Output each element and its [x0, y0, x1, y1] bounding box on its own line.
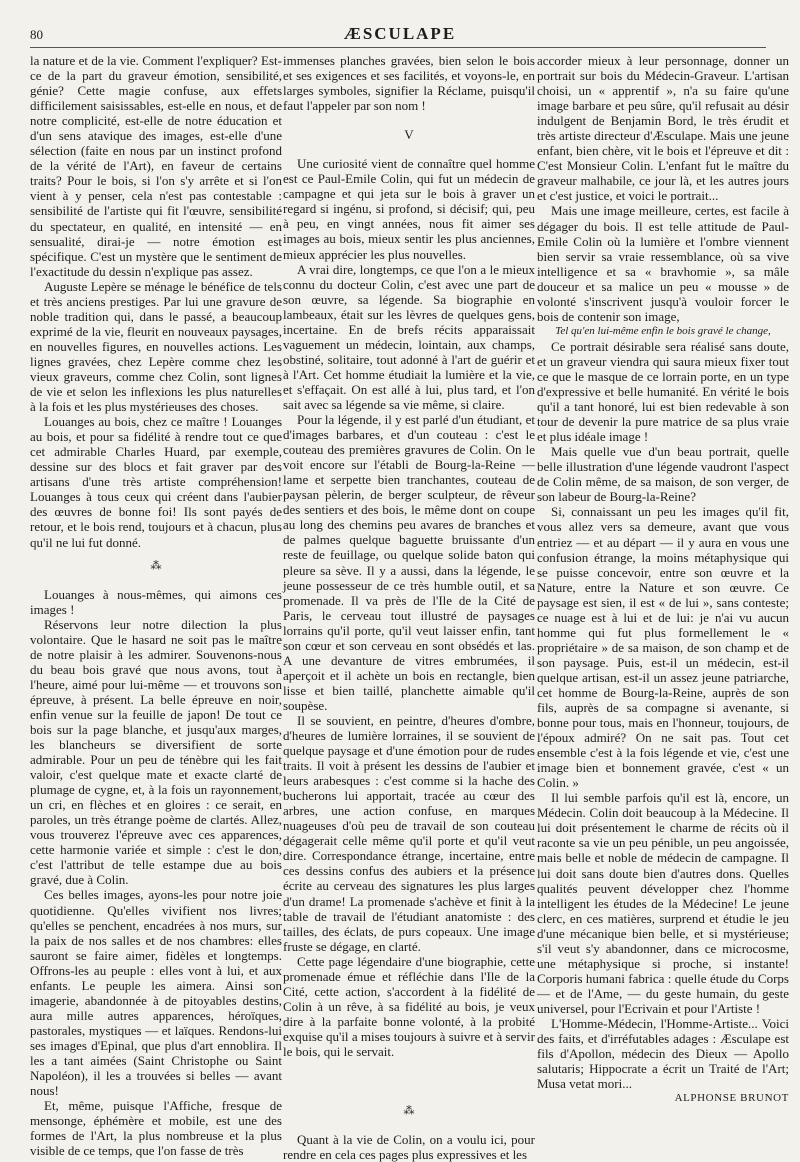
paragraph: Et, même, puisque l'Affiche, fresque de mensonge, éphémère et mobile, est une des formes de l'Art, la plus nombreuse et la plus visible de ce temps, que l'on fasse de très	[30, 1098, 282, 1159]
paragraph: Mais une image meilleure, certes, est facile à dégager du bois. Il est telle attitude de Paul-Emile Colin où la lumière et l'ombre viennent bien servir sa vraie ressemblance, où sa vive intelligence et sa « bravhomie », sa mâle douceur et sa malice un peu « mousse » de volonté s'inscrivent jusqu'à vouloir forcer le bois de contenir son image,	[537, 203, 789, 324]
paragraph: Mais quelle vue d'un beau portrait, quelle belle illustration d'une légende vaudront l'aspect de Colin même, de sa maison, de son verger, de son labeur de Bourg-la-Reine?	[537, 444, 789, 505]
asterism-divider: ⁂	[403, 1105, 415, 1118]
paragraph: Louanges à nous-mêmes, qui aimons ces images !	[30, 586, 282, 617]
paragraph: Ce portrait désirable sera réalisé sans doute, et un graveur viendra qui saura mieux fixer tout ce que le masque de ce lorrain porte, en un type d'expressive et belle humanité. En vérité le bois qu'il a tant honoré, lui est bien redevable à son tour de devenir la pure matrice de sa plus vraie et plus idéale image !	[537, 338, 789, 445]
paragraph: Une curiosité vient de connaître quel homme est ce Paul-Emile Colin, qui fut un médecin de campagne et qui jeta sur le bois à graver un regard si ingénu, si profond, si décisif; qui, peu à peu, en vingt années, nous fit aimer ses images au bois, mieux sentir les plus anciennes, mieux apprécier les plus nouvelles.	[283, 156, 535, 262]
paragraph: Ces belles images, ayons-les pour notre joie quotidienne. Qu'elles vivifient nos livres; qu'elles se penchent, encadrées à nos murs, sur la paix de nos salles et de nos chambres: elles sauront se faire aimer, fidèles et longtemps. Offrons-les au peuple : elles vont à lui, et aux enfants. Le peuple les aimera. Ainsi son imagerie, abandonnée à de pitoyables destins, aura mille autres apparences, héroïques, pastorales, mystiques — et laïques. Rendons-lui ses images d'Epinal, que plus d'art ennoblira. Il les a tant aimées (Saint Christophe ou Saint Napoléon), il les a trouvées si belles — avant nous!	[30, 887, 282, 1099]
paragraph: Louanges au bois, chez ce maître ! Louanges au bois, et pour sa fidélité à rendre tout ce que cet admirable Charles Huard, par exemple, dessine sur des blocs et fait graver par des artisans d'une très artiste compréhension! Louanges à tous ceux qui créent dans l'aubier des œuvres de bonne foi! Ils sont payés de retour, et le bois rend, toujours et à chacun, plus qu'il ne lui fut donné.	[30, 414, 282, 550]
paragraph: Il lui semble parfois qu'il est là, encore, un Médecin. Colin doit beaucoup à la Médecine. Il lui doit présentement le charme de récits où il raconte sa vie un peu pénible, un peu angoissée, mais belle et noble de médecin de campagne. Il lui doit sans doute bien d'autres dons. Quelles qualités peuvent développer chez l'homme intelligent les études de la Médecine! Le jeune clerc, en ces matières, surprend et étudie le jeu d'une mécanique bien belle, et si mystérieuse; s'il veut s'y abandonner, dans ce microcosme, une métaphysique si proche, si instante! Corporis humani fabrica : quelle étude du Corps — et de l'Ame, — du geste humain, du geste universel, pour l'Ecrivain et pour l'Artiste !	[537, 790, 789, 1016]
paragraph: la nature et de la vie. Comment l'expliquer? Est-ce de la part du graveur émotion, sensibilité, génie? Cette magie confuse, aux effets difficilement saisissables, est-elle en nous, et de notre complicité, est-elle de notre éducation et d'un sens atavique des images, est-elle d'une sélection (faite en nous par un instinct profond de la vérité de l'Art), en faveur de certains traits? Pour le bois, si l'on s'y arrête et si l'on vient à y penser, cela n'est pas contestable : sensibilité de l'artiste qui fit l'œuvre, sensibilité du spectateur, en qualité, en intensité — en sensualité, dirai-je — notre émotion est spécifique. C'est un mystère que le sentiment de l'exactitude du dessin n'explique pas assez.	[30, 53, 282, 279]
asterism-divider: ⁂	[150, 559, 162, 572]
text-column-3	[537, 53, 789, 1106]
paragraph: accorder mieux à leur personnage, donner un portrait sur bois du Médecin-Graveur. L'artisan choisi, un « apprentif », n'a su faire qu'une image barbare et peu sûre, qu'il refusait au désir indulgent de Benjamin Bord, le très érudit et très artiste directeur d'Æsculape. Mais une jeune enfant, bien chère, vit le bois et l'épreuve et dit : C'est Monsieur Colin. L'enfant fut le maître du graveur malhabile, ce jour là, et les autres jours et c'est justice, et voici le portrait...	[537, 53, 789, 204]
section-heading: V	[404, 127, 414, 143]
author-signature: ALPHONSE BRUNOT	[674, 1092, 789, 1105]
paragraph: Si, connaissant un peu les images qu'il fit, vous allez vers sa demeure, avant que vous entriez — et au départ — il y aura en vous une confusion étrange, la moins métaphysique qui se puisse concevoir, entre son œuvre et la Nature, entre la Nature et son œuvre. Ce paysage est sien, il est « de lui », sans conteste; ce nuage est à lui et de lui: je n'ai vu aucun homme qui fut plus formellement le « propriétaire » de sa maison, de son champ et de son paysage. Puis, est-il un médecin, est-il quelque artisan, est-il un assez jeune patriarche, cet homme de Bourg-la-Reine, auprès de son fils, auprès de sa compagne si avenante, si bonne pour tous, mais en l'honneur, toujours, de l'époux admiré? On ne sait pas. Tout cet ensemble c'est à la fois légende et vie, c'est une image bien et bonnement gravée, c'est « un Colin. »	[537, 504, 789, 791]
paragraph: Quant à la vie de Colin, on a voulu ici, pour rendre en cela ces pages plus expressives et les	[283, 1132, 535, 1162]
paragraph: Réservons leur notre dilection la plus volontaire. Que le hasard ne soit pas le maître de notre plaisir à les admirer. Souvenons-nous du beau bois gravé que nous avons, tout à l'heure, aimé pour lui-même — et trouvons son épreuve, à présent. La belle épreuve en noir, enfin venue sur la feuille de japon! De tout ce bois sur la page blanche, et jusqu'aux marges, les blancheurs se diversifient de sorte admirable. Pour un peu de ténèbre qui les fait valoir, c'est quelque mate et exacte clarté de plumage de cygne, et, à la fois un rayonnement, un cri, en flèches et en gloires : ce serait, en paroles, un très étrange poème de clartés. Allez, vous trouverez l'épreuve avec ces apparences, cette harmonie variée et simple : c'est le don, c'est l'attribut de telle estampe due au bois gravé, due à Colin.	[30, 616, 282, 888]
paragraph: Cette page légendaire d'une biographie, cette promenade émue et réfléchie dans l'Ile de la Cité, cette action, s'accordent à la fidélité de Colin à un rêve, à sa fidélité au bois, je veux dire à la parfaite bonne volonté, à la probité exquise qu'il a mises toujours à suivre et à servir le bois, qui le servait.	[283, 953, 535, 1059]
paragraph: A vrai dire, longtemps, ce que l'on a le mieux connu du docteur Colin, c'est avec une part de son œuvre, sa légende. Sa biographie en lambeaux, était sur les lèvres de quelques gens, incertaine. En de brefs récits apparaissait vaguement un médecin, lointain, aux champs, obstiné, solitaire, tout adonné à l'art de guérir et à l'Art. Cet homme étudiait la lumière et la vie, et s'effaçait. On est allé à lui, plus tard, et l'on sait avec sa légende sa vie même, si claire.	[283, 261, 535, 412]
page-number: 80	[30, 27, 43, 42]
paragraph: Il se souvient, en peintre, d'heures d'ombre, d'heures de lumière lorraines, il se souvient de quelque paysage et d'une émotion pour de rudes traits. Il voit à présent les dessins de l'aubier et leurs arabesques : c'est comme si la hache des bucherons lui apportait, tracée au cœur des arbres, une action confuse, en marques nuageuses d'où peu de travail de son couteau dégagerait celle même qu'il porte et qu'il veut dire. Correspondance étrange, incertaine, entre ces dessins confus des aubiers et la présence écrite au cerveau des signatures les plus larges d'un drame! La promenade s'achève et finit à la table de travail de l'étudiant anatomiste : des tailles, des éclats, de purs copeaux. Une image fruste se dégage, en clarté.	[283, 712, 535, 954]
running-title: ÆSCULAPE	[343, 24, 457, 43]
epigraph-caption: Tel qu'en lui-même enfin le bois gravé le change,	[555, 324, 771, 337]
header-rule	[30, 47, 766, 48]
paragraph: Auguste Lepère se ménage le bénéfice de tels et très anciens prestiges. Par lui une gravure de noble tradition qui, dans le passé, a beaucoup exprimé de la vie, fleurit en nouveaux paysages, en nouvelles figures, en nouvelles actions. Les lignes gravées, chez Lepère comme chez les vieux graveurs, comme chez Colin, sont lignes de vie et selon les inflexions les plus naturelles à la fois et les plus mystérieuses des choses.	[30, 278, 282, 415]
text-column-2	[283, 53, 535, 1162]
paragraph: L'Homme-Médecin, l'Homme-Artiste... Voici des faits, et d'irréfutables adages : Æsculape est fils d'Apollon, médecin des Dieux — Apollo salutaris; Hippocrate a écrit un Traité de l'Art; Musa vetat mori...	[537, 1016, 789, 1092]
paragraph: immenses planches gravées, bien selon le bois et ses exigences et ses facilités, et voyons-le, en larges symboles, signifier la Réclame, puisqu'il faut l'appeler par son nom !	[283, 53, 535, 114]
text-column-1	[30, 53, 282, 1158]
paragraph: Pour la légende, il y est parlé d'un étudiant, et d'images barbares, et d'un couteau : c'est le couteau des premières gravures de Colin. On le voit encore sur l'établi de Bourg-la-Reine — lame et serpette bien tranchantes, couteau de paysan pèlerin, de berger sculpteur, de rêveur des sentiers et des bois, le même dont on coupe au long des chemins peu avares de branches et de palmes quelque baguette bruissante d'un reste de feuillage, ou quelque solide baton qui pleure sa sève. Il y a aussi, dans la légende, le jeune possesseur de ce très humble outil, et sa promenade. Il va près de l'Ile de la Cité de Paris, le cerveau tout illustré de paysages lorrains qu'il porte, qu'il veut laisser enfin, tant son cœur et son cerveau en sont obsédés et las. A une devanture de vitres embrumées, il aperçoit et il achète un bois en rectangle, bien lisse et bien taillé, planchette aimable qu'il soupèse.	[283, 412, 535, 713]
